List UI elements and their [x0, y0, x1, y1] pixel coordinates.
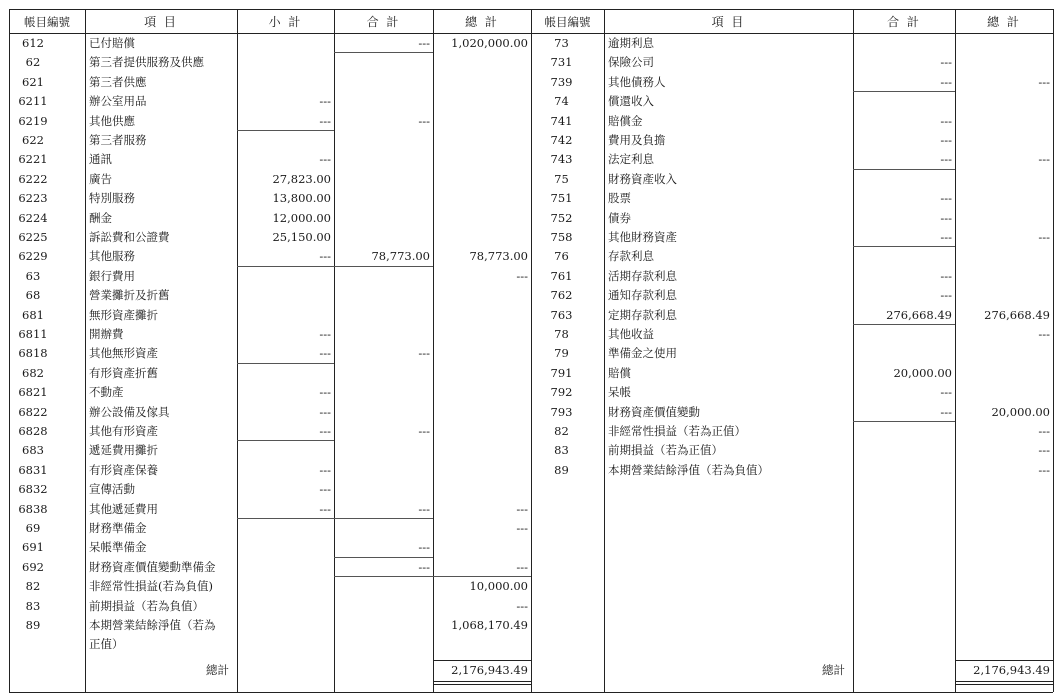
grand-total-value	[433, 538, 528, 556]
total-value	[334, 92, 430, 110]
account-item: 無形資產攤折	[89, 307, 158, 322]
total-rule	[853, 421, 955, 422]
grand-total-value	[433, 189, 528, 207]
subtotal-value: ---	[319, 327, 331, 341]
account-code: 6223	[18, 191, 48, 206]
grand-total-value	[955, 131, 1050, 149]
account-item: 財務資產價值變動	[608, 404, 700, 419]
total-value	[853, 461, 952, 479]
grand-total-value	[955, 209, 1050, 227]
account-item: 呆帳	[608, 385, 631, 400]
account-code: 751	[550, 191, 573, 206]
total-value: ---	[940, 404, 952, 419]
total-value	[334, 131, 430, 149]
subtotal-value: ---	[319, 424, 331, 438]
header-left-grand: 總 計	[465, 15, 499, 29]
grand-total-value	[433, 131, 528, 149]
grand-total-value	[433, 635, 528, 653]
account-code: 762	[550, 288, 573, 303]
account-item: 遞延費用攤折	[89, 443, 158, 458]
account-code: 739	[550, 74, 573, 89]
account-code: 741	[550, 113, 573, 128]
subtotal-value	[237, 577, 331, 595]
account-code: 79	[554, 346, 569, 361]
account-code: 761	[550, 268, 573, 283]
account-item: 有形資產保養	[89, 462, 158, 477]
account-item: 辦公設備及傢具	[89, 404, 170, 419]
account-code: 752	[550, 210, 573, 225]
account-code: 6811	[18, 327, 48, 341]
total-value	[334, 286, 430, 304]
total-value: ---	[418, 424, 430, 438]
account-code: 83	[25, 598, 41, 613]
account-item: 訴訟費和公證費	[89, 230, 170, 244]
grand-total-value: ---	[516, 268, 528, 283]
total-value: ---	[940, 268, 952, 283]
subtotal-value: 13,800.00	[272, 191, 331, 206]
grand-total-value	[433, 403, 528, 421]
subtotal-value	[237, 131, 331, 149]
table-top-border	[9, 9, 1053, 10]
account-code: 622	[22, 133, 44, 147]
total-value	[334, 480, 430, 498]
account-item: 準備金之使用	[608, 346, 677, 361]
grand-total-value: 1,068,170.49	[451, 618, 528, 632]
total-value	[853, 344, 952, 362]
account-code: 76	[554, 249, 569, 264]
grand-total-value	[955, 364, 1050, 382]
account-code: 89	[554, 462, 569, 477]
subtotal-value	[237, 34, 331, 52]
account-code: 742	[550, 133, 573, 147]
account-item: 第三者提供服務及供應	[89, 55, 204, 70]
grand-total-value: 20,000.00	[991, 404, 1050, 419]
account-item: 定期存款利息	[608, 307, 677, 322]
grand-total-value: 276,668.49	[984, 307, 1050, 322]
subtotal-value	[237, 616, 331, 634]
grand-total-value: ---	[1038, 152, 1050, 167]
account-code: 691	[22, 540, 44, 555]
account-item: 營業攤折及折舊	[89, 288, 170, 303]
account-item: 辦公室用品	[89, 94, 147, 109]
total-value	[334, 189, 430, 207]
subtotal-rule	[237, 363, 334, 364]
account-item: 前期損益（若為正值）	[608, 443, 723, 458]
account-code: 6219	[18, 113, 48, 128]
account-code: 6221	[18, 152, 48, 167]
account-item: 正值）	[89, 637, 124, 652]
account-code: 73	[554, 36, 569, 50]
account-item: 第三者供應	[89, 74, 147, 89]
total-value: ---	[940, 74, 952, 89]
subtotal-rule	[237, 518, 334, 519]
right-grand-total: 2,176,943.49	[973, 663, 1050, 677]
subtotal-value	[237, 53, 331, 71]
total-rule	[334, 52, 433, 53]
account-item: 已付賠償	[89, 36, 135, 50]
header-right-grand: 總 計	[987, 15, 1021, 29]
grand-total-value: ---	[516, 598, 528, 613]
total-value	[853, 441, 952, 459]
total-value: ---	[418, 113, 430, 128]
grand-total-value	[955, 247, 1050, 265]
account-code: 89	[25, 618, 41, 632]
account-item: 活期存款利息	[608, 268, 677, 283]
total-value: ---	[940, 191, 952, 206]
grand-total-value: ---	[1038, 327, 1050, 341]
grand-total-value	[955, 286, 1050, 304]
grand-rule	[433, 576, 531, 577]
total-rule	[334, 576, 433, 577]
account-item: 債券	[608, 210, 631, 225]
account-item: 呆帳準備金	[89, 540, 147, 555]
grand-total-value	[433, 170, 528, 188]
subtotal-value: ---	[319, 94, 331, 109]
right-total-label: 總計	[822, 663, 845, 677]
account-code	[9, 635, 57, 653]
account-item: 保險公司	[608, 55, 654, 70]
total-rule	[853, 91, 955, 92]
grand-total-value	[955, 267, 1050, 285]
grand-total-value	[955, 383, 1050, 401]
total-value	[334, 519, 430, 537]
account-item: 財務資產收入	[608, 171, 677, 186]
account-code: 6821	[18, 385, 48, 400]
account-item: 通知存款利息	[608, 288, 677, 303]
subtotal-value	[237, 364, 331, 382]
account-code: 6229	[18, 249, 48, 264]
header-right-total: 合 計	[887, 15, 921, 29]
account-code: 6832	[18, 482, 48, 497]
header-left-sub: 小 計	[268, 15, 303, 29]
column-divider	[1053, 9, 1054, 692]
subtotal-value: ---	[319, 346, 331, 361]
grand-total-value	[433, 383, 528, 401]
grand-total-value	[955, 170, 1050, 188]
subtotal-value: ---	[319, 385, 331, 400]
account-item: 通訊	[89, 152, 112, 167]
grand-total-value	[433, 53, 528, 71]
grand-total-value	[433, 325, 528, 343]
grand-total-value	[433, 461, 528, 479]
account-code: 6211	[18, 94, 48, 109]
subtotal-value: 25,150.00	[272, 230, 331, 244]
total-value	[853, 92, 952, 110]
total-value	[853, 325, 952, 343]
grand-total-value	[955, 53, 1050, 71]
account-item: 其他有形資產	[89, 424, 158, 438]
total-value	[334, 306, 430, 324]
grand-total-value	[433, 364, 528, 382]
grand-total-value: ---	[516, 501, 528, 516]
subtotal-value: ---	[319, 249, 331, 264]
total-value	[853, 170, 952, 188]
total-value	[334, 383, 430, 401]
total-value: 78,773.00	[371, 249, 430, 264]
subtotal-rule	[237, 440, 334, 441]
account-code: 612	[22, 36, 44, 50]
account-item: 廣告	[89, 171, 112, 186]
subtotal-value: ---	[319, 113, 331, 128]
account-item: 本期營業結餘淨值（若為負值）	[608, 462, 769, 477]
total-value: ---	[418, 346, 430, 361]
grand-total-value	[433, 441, 528, 459]
total-value	[334, 267, 430, 285]
grand-total-value: ---	[516, 559, 528, 574]
subtotal-value: ---	[319, 482, 331, 497]
left-grand-total: 2,176,943.49	[451, 663, 528, 677]
account-code: 74	[554, 94, 569, 109]
total-rule	[334, 266, 433, 267]
account-item: 有形資產折舊	[89, 365, 158, 380]
account-code: 83	[554, 443, 569, 458]
account-code: 683	[22, 443, 44, 458]
account-item: 逾期利息	[608, 36, 654, 50]
total-value	[853, 422, 952, 440]
total-value	[334, 616, 430, 634]
account-code: 62	[25, 55, 41, 70]
subtotal-value: ---	[319, 404, 331, 419]
account-item: 非經常性損益（若為正值）	[608, 424, 746, 438]
account-item: 本期營業結餘淨值（若為	[89, 618, 216, 632]
grand-total-value: ---	[1038, 424, 1050, 438]
grand-total-value: ---	[1038, 230, 1050, 244]
account-code: 763	[550, 307, 573, 322]
total-value: ---	[940, 385, 952, 400]
total-value	[334, 325, 430, 343]
grand-total-value	[433, 150, 528, 168]
total-value	[334, 635, 430, 653]
total-rule	[853, 324, 955, 325]
account-code: 6225	[18, 230, 48, 244]
subtotal-value	[237, 267, 331, 285]
account-code: 731	[550, 55, 573, 70]
grand-total-value	[955, 189, 1050, 207]
grand-total-value: 78,773.00	[469, 249, 528, 264]
account-code: 82	[25, 579, 41, 594]
grand-total-value	[955, 344, 1050, 362]
grand-total-value	[433, 112, 528, 130]
total-value	[334, 53, 430, 71]
account-item: 費用及負擔	[608, 133, 666, 147]
total-value: ---	[418, 559, 430, 574]
account-item: 其他服務	[89, 249, 135, 264]
grand-total-value	[955, 34, 1050, 52]
subtotal-value	[237, 597, 331, 615]
grand-total-double-rule-2	[955, 684, 1053, 685]
grand-total-value	[433, 422, 528, 440]
grand-total-value: ---	[1038, 74, 1050, 89]
grand-total-top-rule	[433, 660, 531, 661]
account-item: 不動產	[89, 385, 124, 400]
account-code: 758	[550, 230, 573, 244]
account-item: 特別服務	[89, 191, 135, 206]
account-item: 存款利息	[608, 249, 654, 264]
account-item: 其他債務人	[608, 74, 666, 89]
total-value	[334, 150, 430, 168]
column-divider	[604, 9, 605, 692]
total-value	[334, 228, 430, 246]
account-item: 第三者服務	[89, 133, 147, 147]
grand-total-double-rule-1	[433, 681, 531, 682]
total-value	[334, 403, 430, 421]
account-code: 75	[554, 171, 569, 186]
total-value	[334, 364, 430, 382]
grand-total-value	[433, 344, 528, 362]
grand-total-value	[955, 112, 1050, 130]
subtotal-value: 27,823.00	[272, 171, 331, 186]
account-code: 6838	[18, 501, 48, 516]
total-value: 20,000.00	[893, 365, 952, 380]
total-value: 276,668.49	[886, 307, 952, 322]
header-left-code: 帳目編號	[24, 15, 70, 29]
grand-total-value: 1,020,000.00	[451, 36, 528, 50]
subtotal-value: ---	[319, 152, 331, 167]
account-item: 其他無形資產	[89, 346, 158, 361]
total-rule	[853, 169, 955, 170]
account-code: 6822	[18, 404, 48, 419]
account-item: 其他遞延費用	[89, 501, 158, 516]
account-code: 6831	[18, 462, 48, 477]
grand-total-value	[955, 92, 1050, 110]
subtotal-value	[237, 519, 331, 537]
account-code: 6828	[18, 424, 48, 438]
account-code: 63	[25, 268, 41, 283]
grand-total-value: ---	[1038, 443, 1050, 458]
total-value: ---	[940, 133, 952, 147]
account-item: 股票	[608, 191, 631, 206]
total-value: ---	[418, 501, 430, 516]
grand-total-top-rule	[955, 660, 1053, 661]
subtotal-value	[237, 538, 331, 556]
account-code: 69	[25, 521, 41, 535]
account-item: 其他供應	[89, 113, 135, 128]
account-code: 791	[550, 365, 573, 380]
subtotal-value	[237, 306, 331, 324]
account-item: 其他財務資產	[608, 230, 677, 244]
grand-total-double-rule-1	[955, 681, 1053, 682]
grand-total-value	[433, 73, 528, 91]
grand-total-value	[433, 480, 528, 498]
total-rule	[334, 557, 433, 558]
account-code: 6224	[18, 210, 48, 225]
account-code: 682	[22, 365, 44, 380]
account-code: 82	[554, 424, 569, 438]
grand-total-value	[433, 228, 528, 246]
subtotal-rule	[237, 266, 334, 267]
column-divider	[85, 9, 86, 692]
total-value: ---	[940, 210, 952, 225]
account-code: 792	[550, 385, 573, 400]
account-item: 賠償金	[608, 113, 643, 128]
total-value	[334, 73, 430, 91]
grand-total-value	[433, 92, 528, 110]
total-value	[334, 170, 430, 188]
header-right-code: 帳目編號	[544, 15, 591, 29]
header-left-total: 合 計	[366, 15, 401, 29]
account-item: 賠償	[608, 365, 631, 380]
table-bottom-border	[9, 692, 1053, 693]
account-item: 酬金	[89, 210, 112, 225]
total-value: ---	[418, 36, 430, 50]
account-item: 財務準備金	[89, 521, 147, 535]
header-right-item: 項 目	[711, 15, 746, 29]
account-code: 793	[550, 404, 573, 419]
account-item: 前期損益（若為負值）	[89, 598, 204, 613]
total-value	[334, 441, 430, 459]
account-code: 681	[22, 307, 44, 322]
account-item: 償還收入	[608, 94, 654, 109]
grand-total-value	[433, 306, 528, 324]
total-value	[853, 34, 952, 52]
subtotal-value	[237, 286, 331, 304]
subtotal-value: ---	[319, 501, 331, 516]
account-code: 6818	[18, 346, 48, 361]
account-item: 銀行費用	[89, 268, 135, 283]
total-value	[334, 461, 430, 479]
grand-total-value: 10,000.00	[469, 579, 528, 594]
account-item: 財務資產價值變動準備金	[89, 559, 216, 574]
subtotal-value: ---	[319, 462, 331, 477]
total-value	[334, 597, 430, 615]
grand-total-value	[433, 209, 528, 227]
total-value: ---	[940, 230, 952, 244]
account-item: 開辦費	[89, 327, 124, 341]
account-item: 宣傳活動	[89, 482, 135, 497]
account-code: 68	[25, 288, 41, 303]
grand-total-value: ---	[1038, 462, 1050, 477]
total-rule	[853, 246, 955, 247]
grand-total-double-rule-2	[433, 684, 531, 685]
grand-total-value	[433, 286, 528, 304]
total-value: ---	[940, 152, 952, 167]
total-rule	[334, 518, 433, 519]
subtotal-value	[237, 441, 331, 459]
subtotal-value	[237, 635, 331, 653]
left-total-label: 總計	[206, 663, 229, 677]
total-value: ---	[940, 113, 952, 128]
total-value	[853, 247, 952, 265]
total-value: ---	[418, 540, 430, 555]
account-code: 692	[22, 559, 44, 574]
subtotal-value: 12,000.00	[272, 210, 331, 225]
account-code: 621	[22, 74, 44, 89]
subtotal-rule	[237, 130, 334, 131]
subtotal-value	[237, 73, 331, 91]
account-code: 743	[550, 152, 573, 167]
header-left-item: 項 目	[144, 15, 178, 29]
account-code: 78	[554, 327, 569, 341]
account-item: 其他收益	[608, 327, 654, 341]
account-item: 法定利息	[608, 152, 654, 167]
total-value: ---	[940, 55, 952, 70]
grand-total-value: ---	[516, 521, 528, 535]
account-item: 非經常性損益(若為負值)	[89, 579, 213, 594]
subtotal-value	[237, 558, 331, 576]
account-code: 6222	[18, 171, 48, 186]
total-value	[334, 577, 430, 595]
total-value	[334, 209, 430, 227]
total-value: ---	[940, 288, 952, 303]
